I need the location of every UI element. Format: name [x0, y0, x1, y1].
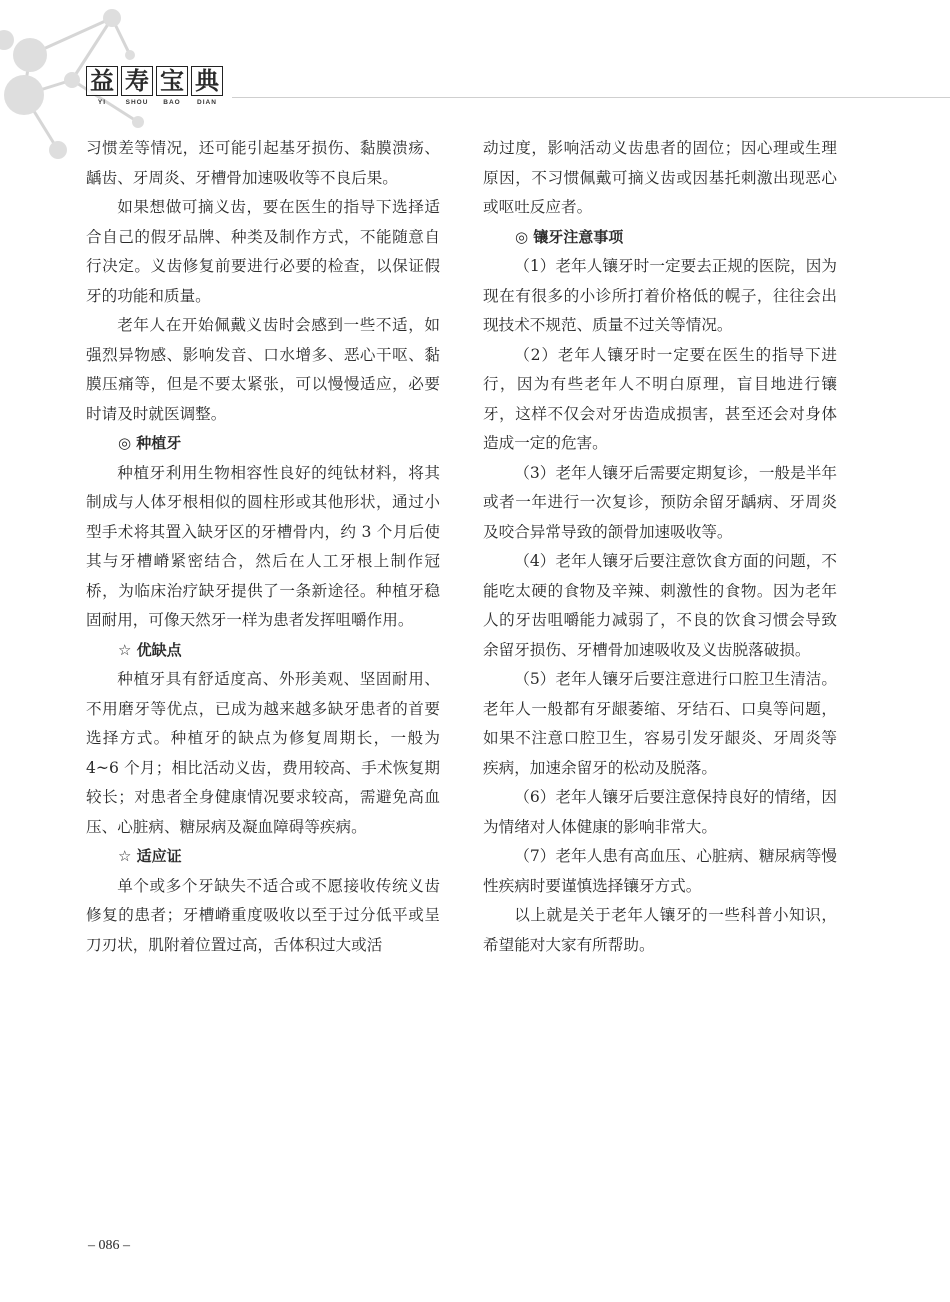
note-item: （7）老年人患有高血压、心脏病、糖尿病等慢性疾病时要谨慎选择镶牙方式。	[483, 847, 837, 895]
section-heading-notes: ◎ 镶牙注意事项	[515, 227, 624, 246]
logo-pinyin: BAO	[163, 99, 181, 106]
logo-pinyin: SHOU	[125, 99, 149, 106]
paragraph: 种植牙具有舒适度高、外形美观、坚固耐用、不用磨牙等优点，已成为越来越多缺牙患者的首要选择方式。种植牙的缺点为修复周期长，一般为 4~6 个月；相比活动义齿，费用较高、手术恢复期较长；对患者全身健康情况要求较高，需避免高血压、心脏病、糖尿病及凝血障碍等疾病。	[86, 670, 440, 836]
subsection-heading-pros-cons: ☆ 优缺点	[118, 640, 182, 659]
header-rule	[232, 97, 950, 98]
logo-char: 宝	[156, 66, 188, 96]
paragraph: 单个或多个牙缺失不适合或不愿接收传统义齿修复的患者；牙槽嵴重度吸收以至于过分低平或呈刀刃状，肌附着位置过高，舌体积过大或活	[86, 876, 440, 954]
column-logo	[86, 66, 223, 106]
logo-char: 益	[86, 66, 118, 96]
paragraph: 动过度，影响活动义齿患者的固位；因心理或生理原因，不习惯佩戴可摘义齿或因基托刺激出现恶心或呕吐反应者。	[483, 139, 837, 216]
note-item: （6）老年人镶牙后要注意保持良好的情绪，因为情绪对人体健康的影响非常大。	[483, 788, 837, 836]
page-number: – 086 –	[88, 1238, 130, 1253]
paragraph: 如果想做可摘义齿，要在医生的指导下选择适合自己的假牙品牌、种类及制作方式，不能随意自行决定。义齿修复前要进行必要的检查，以保证假牙的功能和质量。	[86, 198, 440, 305]
logo-pinyin: YI	[97, 99, 107, 106]
logo-char: 寿	[121, 66, 153, 96]
note-item: （1）老年人镶牙时一定要去正规的医院，因为现在有很多的小诊所打着价格低的幌子，往往会出现技术不规范、质量不过关等情况。	[483, 257, 837, 334]
right-column	[483, 134, 837, 960]
note-item: （5）老年人镶牙后要注意进行口腔卫生清洁。老年人一般都有牙龈萎缩、牙结石、口臭等问题，如果不注意口腔卫生，容易引发牙龈炎、牙周炎等疾病，加速余留牙的松动及脱落。	[483, 670, 837, 777]
logo-pinyin: DIAN	[197, 99, 217, 106]
paragraph: 种植牙利用生物相容性良好的纯钛材料，将其制成与人体牙根相似的圆柱形或其他形状，通过小型手术将其置入缺牙区的牙槽骨内，约 3 个月后使其与牙槽嵴紧密结合，然后在人工牙根上制作冠桥，为临床治疗缺牙提供了一条新途径。种植牙稳固耐用，可像天然牙一样为患者发挥咀嚼作用。	[86, 463, 440, 629]
note-item: （2）老年人镶牙时一定要在医生的指导下进行，因为有些老年人不明白原理，盲目地进行镶牙，这样不仅会对牙齿造成损害，甚至还会对身体造成一定的危害。	[483, 345, 837, 452]
paragraph: 习惯差等情况，还可能引起基牙损伤、黏膜溃疡、龋齿、牙周炎、牙槽骨加速吸收等不良后果。	[86, 139, 440, 187]
closing-paragraph: 以上就是关于老年人镶牙的一些科普小知识，希望能对大家有所帮助。	[483, 906, 837, 954]
paragraph: 老年人在开始佩戴义齿时会感到一些不适，如强烈异物感、影响发音、口水增多、恶心干呕、黏膜压痛等，但是不要太紧张，可以慢慢适应，必要时请及时就医调整。	[86, 316, 440, 423]
left-column	[86, 134, 440, 960]
logo-char: 典	[191, 66, 223, 96]
subsection-heading-indications: ☆ 适应证	[118, 847, 182, 865]
section-heading-implant: ◎ 种植牙	[118, 434, 182, 452]
note-item: （3）老年人镶牙后需要定期复诊，一般是半年或者一年进行一次复诊，预防余留牙龋病、牙周炎及咬合异常导致的颌骨加速吸收等。	[483, 463, 837, 541]
note-item: （4）老年人镶牙后要注意饮食方面的问题，不能吃太硬的食物及辛辣、刺激性的食物。因为老年人的牙齿咀嚼能力减弱了，不良的饮食习惯会导致余留牙损伤、牙槽骨加速吸收及义齿脱落破损。	[483, 552, 837, 659]
